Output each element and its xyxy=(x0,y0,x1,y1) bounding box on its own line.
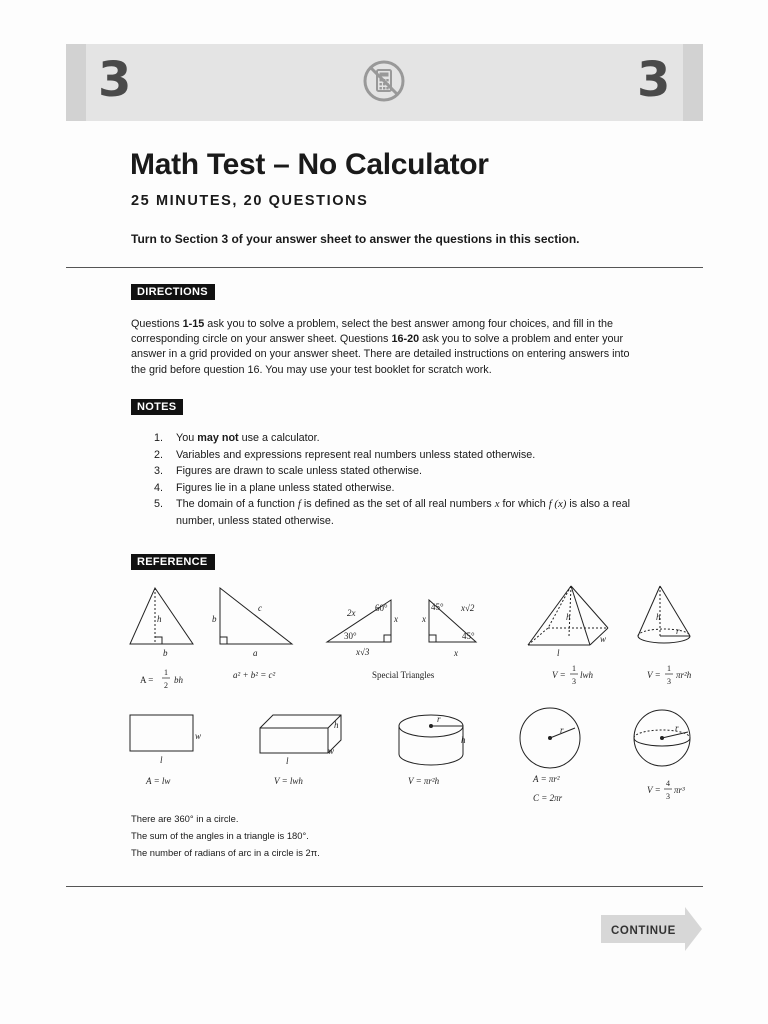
circle-circumference-formula: C = 2πr xyxy=(533,793,563,803)
triangle-area-formula-lhs: A = xyxy=(140,675,154,685)
section-number-right: 3 xyxy=(637,52,671,108)
sphere-formula-lhs: V = xyxy=(647,785,661,795)
circle-area-formula: A = πr² xyxy=(533,774,560,784)
section-number-left: 3 xyxy=(98,52,132,108)
fact-radians: The number of radians of arc in a circle is 2π. xyxy=(131,847,320,858)
question-range-2: 16-20 xyxy=(391,333,420,346)
box-volume-formula: V = lwh xyxy=(274,776,303,786)
cylinder-height-label: h xyxy=(461,735,466,745)
note-text: use a calculator. xyxy=(238,432,320,444)
label-x: x xyxy=(394,614,398,624)
leg-a-label: a xyxy=(253,648,258,658)
note-math: f (x) xyxy=(548,498,567,511)
sphere-formula-rhs: πr³ xyxy=(674,785,685,795)
triangle-figure xyxy=(130,588,193,644)
directions-text-part: Questions xyxy=(131,318,183,330)
note-number: 3. xyxy=(154,465,164,478)
top-divider xyxy=(66,267,703,268)
box-height-label: h xyxy=(334,720,339,730)
box-width-label: w xyxy=(328,746,335,756)
note-item xyxy=(154,496,654,529)
note-math: f xyxy=(297,498,301,511)
fraction-denominator: 3 xyxy=(667,677,671,686)
page-title: Math Test – No Calculator xyxy=(130,148,489,181)
header-left-edge xyxy=(66,44,86,121)
note-item xyxy=(154,480,654,497)
pyramid-width-label: w xyxy=(600,634,607,644)
sphere-radius-label: r xyxy=(675,723,679,733)
label-x: x xyxy=(422,614,426,624)
note-item xyxy=(154,463,654,480)
hypotenuse-label: c xyxy=(258,603,262,613)
rectangle-length-label: l xyxy=(160,755,163,765)
directions-text xyxy=(131,317,641,378)
triangle-base-label: b xyxy=(163,648,168,658)
pyramid-height-label: h xyxy=(566,612,571,622)
rectangle-area-formula: A = lw xyxy=(146,776,171,786)
reference-label: REFERENCE xyxy=(131,554,215,570)
note-text: Figures are drawn to scale unless stated otherwise. xyxy=(176,465,423,478)
fact-triangle-angles: The sum of the angles in a triangle is 180°. xyxy=(131,830,309,841)
note-item xyxy=(154,430,654,447)
fact-circle-degrees: There are 360° in a circle. xyxy=(131,813,239,824)
rectangle-width-label: w xyxy=(195,731,202,741)
notes-list xyxy=(154,430,654,530)
notes-label: NOTES xyxy=(131,399,183,415)
fraction-numerator: 4 xyxy=(666,779,670,788)
box-length-label: l xyxy=(286,756,289,766)
note-text: Variables and expressions represent real numbers unless stated otherwise. xyxy=(176,448,536,461)
right-triangle-figure xyxy=(220,588,292,644)
label-x-root-3: x√3 xyxy=(356,647,370,657)
circle-radius-label: r xyxy=(560,725,564,735)
note-text: is defined as the set of all real numbers xyxy=(300,498,495,511)
note-text: is also a real number, unless stated otherwise. xyxy=(176,498,631,527)
cone-height-label: h xyxy=(656,612,661,622)
continue-label: CONTINUE xyxy=(611,925,676,937)
cone-figure xyxy=(638,586,690,643)
reference-facts xyxy=(131,810,320,861)
note-emphasis: may not xyxy=(197,432,239,444)
pyramid-formula-rhs: lwh xyxy=(580,670,594,680)
page-subtitle: 25 MINUTES, 20 QUESTIONS xyxy=(131,193,369,209)
triangle-area-formula-rhs: bh xyxy=(174,675,183,685)
fraction-denominator: 3 xyxy=(666,792,670,801)
note-number: 5. xyxy=(154,498,164,511)
pythagorean-formula: a² + b² = c² xyxy=(233,670,276,680)
rectangle-figure xyxy=(130,715,193,751)
label-60-degrees: 60° xyxy=(375,603,388,613)
continue-arrow xyxy=(601,906,703,952)
cone-formula-rhs: πr²h xyxy=(676,670,692,680)
directions-text-part: ask you to solve a problem, select the best answer among four choices, and fill in the corresponding circle on your answer sheet. Questions xyxy=(131,318,613,346)
question-range-1: 1-15 xyxy=(182,318,205,330)
fraction-numerator: 1 xyxy=(667,664,671,673)
note-math: x xyxy=(494,498,500,511)
pyramid-formula-lhs: V = xyxy=(552,670,566,680)
note-item xyxy=(154,447,654,464)
cone-radius-label: r xyxy=(676,626,680,636)
fraction-denominator: 3 xyxy=(572,677,576,686)
note-number: 2. xyxy=(154,448,164,461)
directions-label: DIRECTIONS xyxy=(131,284,215,300)
fraction-numerator: 1 xyxy=(164,668,168,677)
bottom-divider xyxy=(66,886,703,887)
note-number: 4. xyxy=(154,481,164,494)
note-number: 1. xyxy=(154,432,164,444)
note-text: You xyxy=(176,432,198,444)
fraction-numerator: 1 xyxy=(572,664,576,673)
cylinder-volume-formula: V = πr²h xyxy=(408,776,440,786)
reference-figures xyxy=(120,578,710,808)
triangle-height-label: h xyxy=(157,614,162,624)
section-instruction: Turn to Section 3 of your answer sheet to answer the questions in this section. xyxy=(131,232,580,246)
label-45-degrees: 45° xyxy=(462,631,475,641)
header-right-edge xyxy=(683,44,703,121)
no-calculator-icon xyxy=(361,58,407,104)
label-x-root-2: x√2 xyxy=(461,603,475,613)
cylinder-radius-label: r xyxy=(437,714,441,724)
directions-text-part: ask you to solve a problem and enter your answer in a grid provided on your answer sheet. There are detailed instructions on entering answers into the grid before question 16. You may use your test booklet for scratch work. xyxy=(131,333,630,376)
note-text: The domain of a function xyxy=(176,498,298,511)
note-text: for which xyxy=(499,498,549,511)
label-30-degrees: 30° xyxy=(344,631,357,641)
pyramid-length-label: l xyxy=(557,648,560,658)
label-45-degrees: 45° xyxy=(431,602,444,612)
note-text: Figures lie in a plane unless stated otherwise. xyxy=(176,481,395,494)
cylinder-figure xyxy=(399,715,463,765)
leg-b-label: b xyxy=(212,614,217,624)
fraction-denominator: 2 xyxy=(164,681,168,690)
cone-formula-lhs: V = xyxy=(647,670,661,680)
label-2x: 2x xyxy=(347,608,356,618)
special-triangles-caption: Special Triangles xyxy=(372,670,435,680)
label-x: x xyxy=(454,648,458,658)
